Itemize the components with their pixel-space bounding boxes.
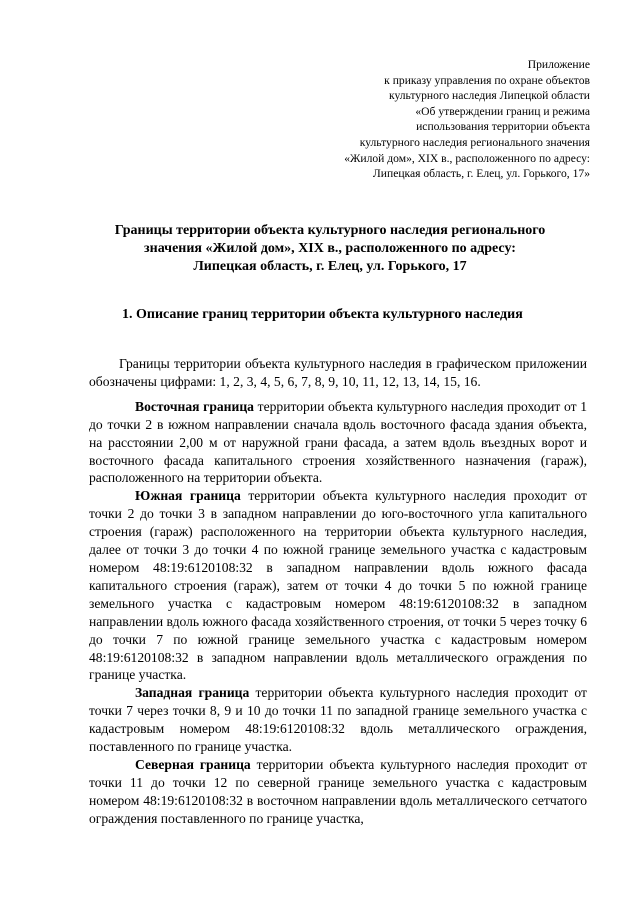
paragraph-text: территории объекта культурного наследия проходит от точки 7 через точки 8, 9 и 10 до точки 11 по западной границе земельного участка с кадастровым номером 48:19:6120108:32 вдоль металлического ограждения, поставленного по границе участка. (89, 685, 587, 755)
section-heading: 1. Описание границ территории объекта культурного наследия (122, 307, 523, 322)
title-line: Границы территории объекта культурного наследия регионального (114, 223, 546, 238)
east-boundary-paragraph (89, 398, 587, 488)
paragraph-text: Границы территории объекта культурного наследия в графическом приложении обозначены цифрами: 1, 2, 3, 4, 5, 6, 7, 8, 9, 10, 11, 12, 13, 14, 15, 16. (89, 356, 587, 389)
appendix-line: «Жилой дом», XIX в., расположенного по адресу: (344, 151, 590, 165)
west-boundary-paragraph (89, 684, 587, 756)
appendix-line: к приказу управления по охране объектов (384, 73, 590, 87)
paragraph-lead: Южная граница (135, 488, 241, 504)
title-line: значения «Жилой дом», XIX в., расположенного по адресу: (144, 241, 516, 256)
paragraph-text: территории объекта культурного наследия проходит от точки 2 до точки 3 в западном направлении до юго-восточного угла капитального строения (гараж) расположенного на территории объекта культурного наследия, далее от точки 3 до точки 4 по южной границе земельного участка с кадастровым номером 48:19:6120108:32 в западном направлении вдоль южного фасада капитального строения (гараж), затем от точки 4 до точки 5 по южной границе земельного участка с кадастровым номером 48:19:6120108:32 в западном направлении вдоль южного фасада хозяйственного строения, от точки 5 через точку 6 до точки 7 по южной границе земельного участка с кадастровым номером 48:19:6120108:32 в западном направлении вдоль металлического ограждения по границе участка. (89, 488, 587, 683)
paragraph-lead: Северная граница (135, 756, 251, 772)
paragraph-text: территории объекта культурного наследия проходит от 1 до точки 2 в южном направлении сначала вдоль восточного фасада здания объекта, на расстоянии 2,00 м от наружной грани фасада, а затем вдоль въездных ворот и восточного фасада капитального строения хозяйственного назначения (гараж), расположенного на территории объекта. (89, 398, 588, 486)
intro-paragraph (89, 355, 587, 391)
north-boundary-paragraph (89, 756, 587, 828)
document-body (89, 355, 587, 828)
paragraph-lead: Западная граница (135, 685, 250, 701)
appendix-line: Приложение (527, 58, 590, 71)
paragraph-text: территории объекта культурного наследия проходит от точки 11 до точки 12 по северной границе земельного участка с кадастровым номером 48:19:6120108:32 в восточном направлении вдоль металлического сетчатого ограждения поставленного по границе участка, (89, 756, 587, 826)
appendix-line: культурного наследия Липецкой области (389, 89, 590, 103)
appendix-line: «Об утверждении границ и режима (415, 104, 590, 118)
appendix-line: Липецкая область, г. Елец, ул. Горького, 17» (372, 167, 590, 181)
appendix-line: использования территории объекта (416, 120, 590, 134)
south-boundary-paragraph (89, 487, 587, 684)
title-line: Липецкая область, г. Елец, ул. Горького, 17 (193, 259, 467, 274)
document-title (70, 222, 590, 276)
appendix-line: культурного наследия регионального значения (359, 135, 590, 149)
appendix-header (260, 57, 590, 182)
paragraph-lead: Восточная граница (135, 398, 254, 414)
